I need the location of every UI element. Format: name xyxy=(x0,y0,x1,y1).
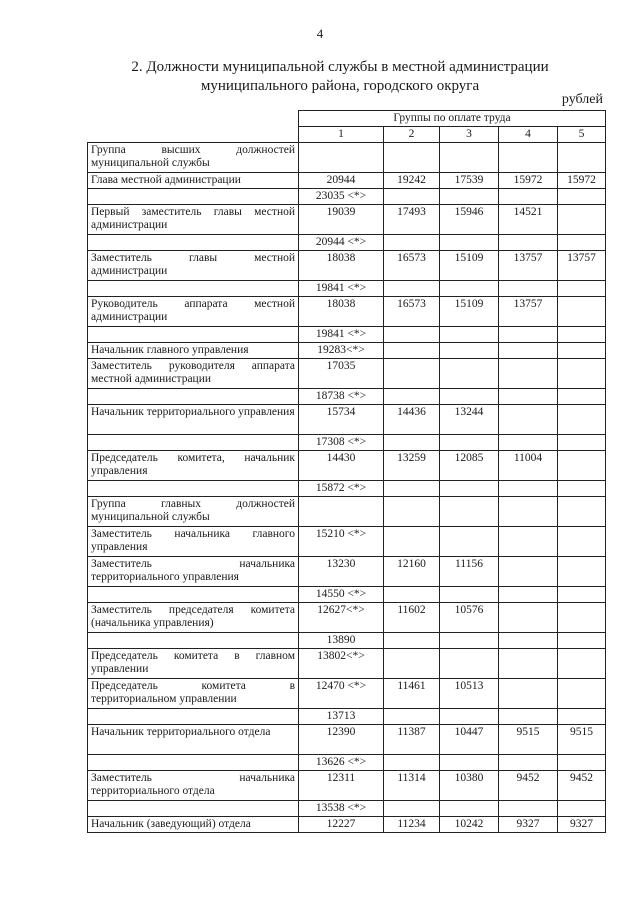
salary-cell-group-5: 9327 xyxy=(558,817,606,833)
salary-cell-group-4: 11004 xyxy=(499,451,558,481)
salary-cell-group-2: 16573 xyxy=(384,251,440,281)
table-row xyxy=(88,389,606,405)
header-corner-2 xyxy=(88,127,299,143)
salary-cell-group-4: 9327 xyxy=(499,817,558,833)
position-name-cell: Заместитель руководителя аппарата местной администрации xyxy=(88,359,299,389)
salary-cell-group-2 xyxy=(384,587,440,603)
salary-cell-group-2: 11602 xyxy=(384,603,440,633)
salary-cell-group-1: 12470 <*> xyxy=(299,679,384,709)
salary-cell-group-4 xyxy=(499,343,558,359)
column-header-5: 5 xyxy=(558,127,606,143)
salary-cell-group-5 xyxy=(558,679,606,709)
salary-cell-group-5 xyxy=(558,527,606,557)
salary-cell-group-2 xyxy=(384,633,440,649)
salary-cell-group-5 xyxy=(558,235,606,251)
salary-cell-group-1: 19841 <*> xyxy=(299,327,384,343)
title-line-2: муниципального района, городского округа xyxy=(200,78,480,94)
salary-cell-group-2: 16573 xyxy=(384,297,440,327)
salary-cell-group-4 xyxy=(499,143,558,173)
salary-cell-group-1: 14430 xyxy=(299,451,384,481)
salary-cell-group-1: 15734 xyxy=(299,405,384,435)
salary-cell-group-5 xyxy=(558,435,606,451)
salary-cell-group-2 xyxy=(384,327,440,343)
salary-cell-group-3 xyxy=(440,143,499,173)
table-header-row xyxy=(88,111,606,127)
page-number: 4 xyxy=(316,26,324,41)
salary-cell-group-5 xyxy=(558,405,606,435)
salary-cell-group-5: 9452 xyxy=(558,771,606,801)
currency-unit: рублей xyxy=(561,92,603,107)
position-name-cell: Глава местной администрации xyxy=(88,173,299,189)
salary-cell-group-1: 12311 xyxy=(299,771,384,801)
salary-cell-group-4 xyxy=(499,389,558,405)
position-name-cell: Начальник (заведующий) отдела xyxy=(88,817,299,833)
salary-cell-group-2: 11314 xyxy=(384,771,440,801)
salary-cell-group-1: 12390 xyxy=(299,725,384,755)
salary-cell-group-5 xyxy=(558,143,606,173)
salary-cell-group-1: 20944 <*> xyxy=(299,235,384,251)
salary-cell-group-1: 17035 xyxy=(299,359,384,389)
salary-cell-group-2 xyxy=(384,527,440,557)
salary-cell-group-2: 11461 xyxy=(384,679,440,709)
position-name-cell: Первый заместитель главы местной администрации xyxy=(88,205,299,235)
salary-cell-group-3: 11156 xyxy=(440,557,499,587)
pay-groups-header: Группы по оплате труда xyxy=(299,111,606,127)
salary-cell-group-1: 19841 <*> xyxy=(299,281,384,297)
salary-cell-group-4 xyxy=(499,709,558,725)
position-name-cell xyxy=(88,281,299,297)
salary-cell-group-4 xyxy=(499,359,558,389)
salary-cell-group-1: 13713 xyxy=(299,709,384,725)
salary-cell-group-3: 10380 xyxy=(440,771,499,801)
salary-cell-group-2 xyxy=(384,235,440,251)
table-row xyxy=(88,235,606,251)
salary-cell-group-4 xyxy=(499,435,558,451)
salary-cell-group-4 xyxy=(499,281,558,297)
table-row xyxy=(88,725,606,755)
column-header-3: 3 xyxy=(440,127,499,143)
table-row xyxy=(88,649,606,679)
salary-cell-group-3: 13244 xyxy=(440,405,499,435)
salary-cell-group-2: 11234 xyxy=(384,817,440,833)
position-name-cell: Заместитель председателя комитета (начальника управления) xyxy=(88,603,299,633)
salary-cell-group-4: 9515 xyxy=(499,725,558,755)
salary-cell-group-5 xyxy=(558,481,606,497)
table-row xyxy=(88,527,606,557)
position-name-cell: Председатель комитета, начальник управления xyxy=(88,451,299,481)
table-row xyxy=(88,481,606,497)
position-name-cell: Начальник территориального управления xyxy=(88,405,299,435)
salary-cell-group-3: 12085 xyxy=(440,451,499,481)
salary-cell-group-5 xyxy=(558,359,606,389)
salary-cell-group-2 xyxy=(384,755,440,771)
salary-cell-group-3 xyxy=(440,497,499,527)
salary-cell-group-2 xyxy=(384,435,440,451)
position-name-cell: Начальник территориального отдела xyxy=(88,725,299,755)
salary-cell-group-3 xyxy=(440,709,499,725)
table-column-numbers-row xyxy=(88,127,606,143)
salary-cell-group-4 xyxy=(499,327,558,343)
table-row xyxy=(88,709,606,725)
table-row xyxy=(88,679,606,709)
salary-cell-group-4: 14521 xyxy=(499,205,558,235)
salary-cell-group-3 xyxy=(440,755,499,771)
position-name-cell xyxy=(88,327,299,343)
column-header-4: 4 xyxy=(499,127,558,143)
salary-cell-group-1: 23035 <*> xyxy=(299,189,384,205)
position-name-cell: Председатель комитета в территориальном управлении xyxy=(88,679,299,709)
position-name-cell: Председатель комитета в главном управлении xyxy=(88,649,299,679)
salary-cell-group-3: 10576 xyxy=(440,603,499,633)
salary-cell-group-5 xyxy=(558,603,606,633)
salary-cell-group-4: 13757 xyxy=(499,251,558,281)
salary-table-body xyxy=(88,111,606,833)
salary-table xyxy=(87,110,606,833)
salary-cell-group-3 xyxy=(440,359,499,389)
table-row xyxy=(88,755,606,771)
position-name-cell xyxy=(88,235,299,251)
salary-cell-group-2: 19242 xyxy=(384,173,440,189)
table-row xyxy=(88,451,606,481)
salary-cell-group-3 xyxy=(440,389,499,405)
salary-cell-group-3 xyxy=(440,801,499,817)
salary-cell-group-2 xyxy=(384,497,440,527)
salary-cell-group-3 xyxy=(440,633,499,649)
salary-cell-group-3 xyxy=(440,649,499,679)
salary-cell-group-5 xyxy=(558,755,606,771)
position-name-cell xyxy=(88,755,299,771)
salary-cell-group-5 xyxy=(558,557,606,587)
salary-cell-group-4 xyxy=(499,755,558,771)
salary-cell-group-2 xyxy=(384,801,440,817)
salary-cell-group-4 xyxy=(499,679,558,709)
table-row xyxy=(88,435,606,451)
salary-cell-group-1: 13890 xyxy=(299,633,384,649)
salary-cell-group-1: 15210 <*> xyxy=(299,527,384,557)
salary-cell-group-3 xyxy=(440,527,499,557)
salary-cell-group-3: 10447 xyxy=(440,725,499,755)
salary-cell-group-5 xyxy=(558,327,606,343)
table-row xyxy=(88,801,606,817)
salary-cell-group-3 xyxy=(440,327,499,343)
salary-cell-group-5 xyxy=(558,389,606,405)
salary-cell-group-3 xyxy=(440,235,499,251)
salary-cell-group-5 xyxy=(558,709,606,725)
salary-cell-group-4 xyxy=(499,603,558,633)
position-name-cell: Заместитель начальника территориального управления xyxy=(88,557,299,587)
salary-cell-group-1: 12227 xyxy=(299,817,384,833)
salary-cell-group-5: 9515 xyxy=(558,725,606,755)
position-name-cell xyxy=(88,435,299,451)
table-row xyxy=(88,405,606,435)
salary-cell-group-1: 13626 <*> xyxy=(299,755,384,771)
salary-cell-group-4 xyxy=(499,801,558,817)
salary-cell-group-2 xyxy=(384,343,440,359)
salary-cell-group-1 xyxy=(299,497,384,527)
salary-cell-group-2 xyxy=(384,281,440,297)
header-corner xyxy=(88,111,299,127)
table-row xyxy=(88,281,606,297)
salary-cell-group-5 xyxy=(558,633,606,649)
salary-cell-group-2 xyxy=(384,709,440,725)
salary-cell-group-4: 9452 xyxy=(499,771,558,801)
salary-cell-group-5 xyxy=(558,801,606,817)
position-name-cell: Группа высших должностей муниципальной службы xyxy=(88,143,299,173)
table-row xyxy=(88,251,606,281)
salary-cell-group-1: 19283<*> xyxy=(299,343,384,359)
salary-cell-group-1: 15872 <*> xyxy=(299,481,384,497)
salary-cell-group-3: 10242 xyxy=(440,817,499,833)
salary-cell-group-4 xyxy=(499,497,558,527)
table-row xyxy=(88,587,606,603)
salary-cell-group-5: 15972 xyxy=(558,173,606,189)
salary-cell-group-5: 13757 xyxy=(558,251,606,281)
position-name-cell xyxy=(88,389,299,405)
salary-cell-group-3: 15109 xyxy=(440,251,499,281)
salary-cell-group-3: 15946 xyxy=(440,205,499,235)
salary-cell-group-3 xyxy=(440,481,499,497)
salary-cell-group-2 xyxy=(384,143,440,173)
salary-cell-group-5 xyxy=(558,281,606,297)
salary-cell-group-1: 19039 xyxy=(299,205,384,235)
salary-cell-group-4 xyxy=(499,633,558,649)
table-row xyxy=(88,817,606,833)
salary-cell-group-2 xyxy=(384,359,440,389)
salary-cell-group-3 xyxy=(440,281,499,297)
salary-cell-group-2 xyxy=(384,389,440,405)
salary-cell-group-5 xyxy=(558,451,606,481)
salary-cell-group-1: 18038 xyxy=(299,251,384,281)
salary-cell-group-5 xyxy=(558,497,606,527)
table-row xyxy=(88,173,606,189)
salary-cell-group-1 xyxy=(299,143,384,173)
position-name-cell xyxy=(88,801,299,817)
salary-cell-group-4: 15972 xyxy=(499,173,558,189)
column-header-2: 2 xyxy=(384,127,440,143)
table-row xyxy=(88,327,606,343)
salary-cell-group-5 xyxy=(558,297,606,327)
salary-cell-group-3: 17539 xyxy=(440,173,499,189)
salary-cell-group-1: 12627<*> xyxy=(299,603,384,633)
salary-cell-group-4 xyxy=(499,527,558,557)
table-row xyxy=(88,771,606,801)
table-row xyxy=(88,633,606,649)
position-name-cell: Заместитель начальника территориального отдела xyxy=(88,771,299,801)
salary-cell-group-1: 20944 xyxy=(299,173,384,189)
table-row xyxy=(88,205,606,235)
salary-cell-group-3 xyxy=(440,435,499,451)
table-row xyxy=(88,497,606,527)
column-header-1: 1 xyxy=(299,127,384,143)
salary-cell-group-5 xyxy=(558,343,606,359)
position-name-cell: Руководитель аппарата местной администрации xyxy=(88,297,299,327)
salary-cell-group-5 xyxy=(558,649,606,679)
salary-cell-group-5 xyxy=(558,587,606,603)
salary-cell-group-1: 18038 xyxy=(299,297,384,327)
salary-cell-group-2: 14436 xyxy=(384,405,440,435)
position-name-cell xyxy=(88,481,299,497)
salary-cell-group-2 xyxy=(384,481,440,497)
position-name-cell xyxy=(88,633,299,649)
salary-cell-group-1: 13538 <*> xyxy=(299,801,384,817)
title-line-1: 2. Должности муниципальной службы в местной администрации xyxy=(131,59,549,75)
position-name-cell: Заместитель главы местной администрации xyxy=(88,251,299,281)
salary-cell-group-1: 14550 <*> xyxy=(299,587,384,603)
position-name-cell xyxy=(88,189,299,205)
position-name-cell xyxy=(88,587,299,603)
salary-cell-group-3: 15109 xyxy=(440,297,499,327)
table-row xyxy=(88,603,606,633)
salary-cell-group-4 xyxy=(499,189,558,205)
salary-cell-group-3 xyxy=(440,189,499,205)
salary-cell-group-2: 13259 xyxy=(384,451,440,481)
salary-cell-group-5 xyxy=(558,205,606,235)
salary-cell-group-4 xyxy=(499,405,558,435)
position-name-cell: Начальник главного управления xyxy=(88,343,299,359)
position-name-cell: Заместитель начальника главного управления xyxy=(88,527,299,557)
salary-cell-group-2 xyxy=(384,649,440,679)
salary-cell-group-2: 12160 xyxy=(384,557,440,587)
position-name-cell: Группа главных должностей муниципальной службы xyxy=(88,497,299,527)
salary-cell-group-4: 13757 xyxy=(499,297,558,327)
salary-cell-group-1: 18738 <*> xyxy=(299,389,384,405)
document-title xyxy=(60,58,620,96)
salary-cell-group-4 xyxy=(499,235,558,251)
table-row xyxy=(88,557,606,587)
salary-cell-group-4 xyxy=(499,587,558,603)
salary-cell-group-3 xyxy=(440,587,499,603)
salary-cell-group-1: 13802<*> xyxy=(299,649,384,679)
table-row xyxy=(88,297,606,327)
salary-cell-group-2: 11387 xyxy=(384,725,440,755)
salary-cell-group-3: 10513 xyxy=(440,679,499,709)
salary-cell-group-4 xyxy=(499,649,558,679)
salary-cell-group-3 xyxy=(440,343,499,359)
salary-cell-group-1: 13230 xyxy=(299,557,384,587)
salary-cell-group-2 xyxy=(384,189,440,205)
position-name-cell xyxy=(88,709,299,725)
salary-cell-group-4 xyxy=(499,481,558,497)
table-row xyxy=(88,359,606,389)
salary-cell-group-5 xyxy=(558,189,606,205)
salary-cell-group-4 xyxy=(499,557,558,587)
salary-cell-group-2: 17493 xyxy=(384,205,440,235)
table-row xyxy=(88,189,606,205)
table-row xyxy=(88,143,606,173)
table-row xyxy=(88,343,606,359)
salary-cell-group-1: 17308 <*> xyxy=(299,435,384,451)
